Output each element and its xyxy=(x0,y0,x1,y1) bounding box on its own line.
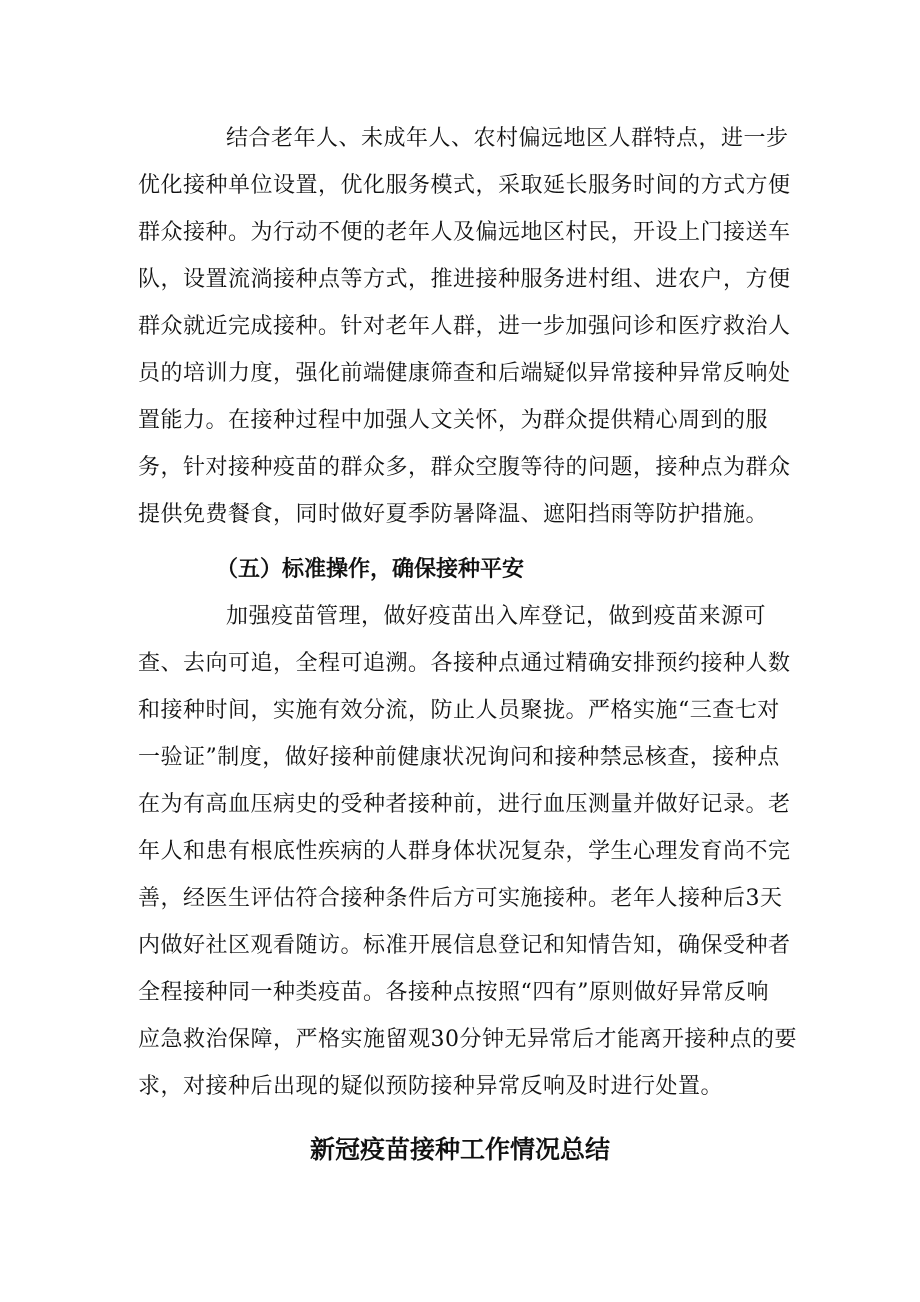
paragraph2-line-11: 求，对接种后出现的疑似预防接种异常反响及时进行处置。 xyxy=(138,1074,724,1099)
paragraph2-line-4: 一验证”制度，做好接种前健康状况询问和接种禁忌核查，接种点 xyxy=(138,745,780,770)
paragraph2-line-5: 在为有高血压病史的受种者接种前，进行血压测量并做好记录。老 xyxy=(138,792,791,817)
paragraph2-line-2: 查、去向可追，全程可追溯。各接种点通过精确安排预约接种人数 xyxy=(138,651,791,676)
paragraph1-line-8: 务，针对接种疫苗的群众多，群众空腹等待的问题，接种点为群众 xyxy=(138,455,791,480)
paragraph1-line-3: 群众接种。为行动不便的老年人及偏远地区村民，开设上门接送车 xyxy=(138,220,791,245)
paragraph1-line-6: 员的培训力度，强化前端健康筛查和后端疑似异常接种异常反响处 xyxy=(138,361,791,386)
paragraph1-line-2: 优化接种单位设置，优化服务模式，采取延长服务时间的方式方便 xyxy=(138,173,791,198)
paragraph2-line-8: 内做好社区观看随访。标准开展信息登记和知情告知，确保受种者 xyxy=(138,933,791,958)
paragraph1-line-4: 队，设置流淌接种点等方式，推进接种服务进村组、进农户，方便 xyxy=(138,267,791,292)
paragraph2-line-3: 和接种时间，实施有效分流，防止人员聚拢。严格实施“三查七对 xyxy=(138,698,780,723)
paragraph2-line-10: 应急救治保障，严格实施留观30分钟无异常后才能离开接种点的要 xyxy=(138,1027,797,1052)
paragraph1-line-1: 结合老年人、未成年人、农村偏远地区人群特点，进一步 xyxy=(226,126,789,151)
document-title: 新冠疫苗接种工作情况总结 xyxy=(309,1135,610,1164)
paragraph2-line-1: 加强疫苗管理，做好疫苗出入库登记，做到疫苗来源可 xyxy=(226,604,767,629)
paragraph1-line-5: 群众就近完成接种。针对老年人群，进一步加强问诊和医疗救治人 xyxy=(138,314,791,339)
paragraph1-line-7: 置能力。在接种过程中加强人文关怀，为群众提供精心周到的服 xyxy=(138,408,769,433)
paragraph2-line-9: 全程接种同一种类疫苗。各接种点按照“四有”原则做好异常反响 xyxy=(138,980,769,1005)
paragraph2-line-7: 善，经医生评估符合接种条件后方可实施接种。老年人接种后3天 xyxy=(138,886,783,911)
paragraph1-line-9: 提供免费餐食，同时做好夏季防暑降温、遮阳挡雨等防护措施。 xyxy=(138,502,769,527)
paragraph2-line-6: 年人和患有根底性疾病的人群身体状况复杂，学生心理发育尚不完 xyxy=(138,839,791,864)
section-heading: （五）标准操作，确保接种平安 xyxy=(216,557,525,582)
